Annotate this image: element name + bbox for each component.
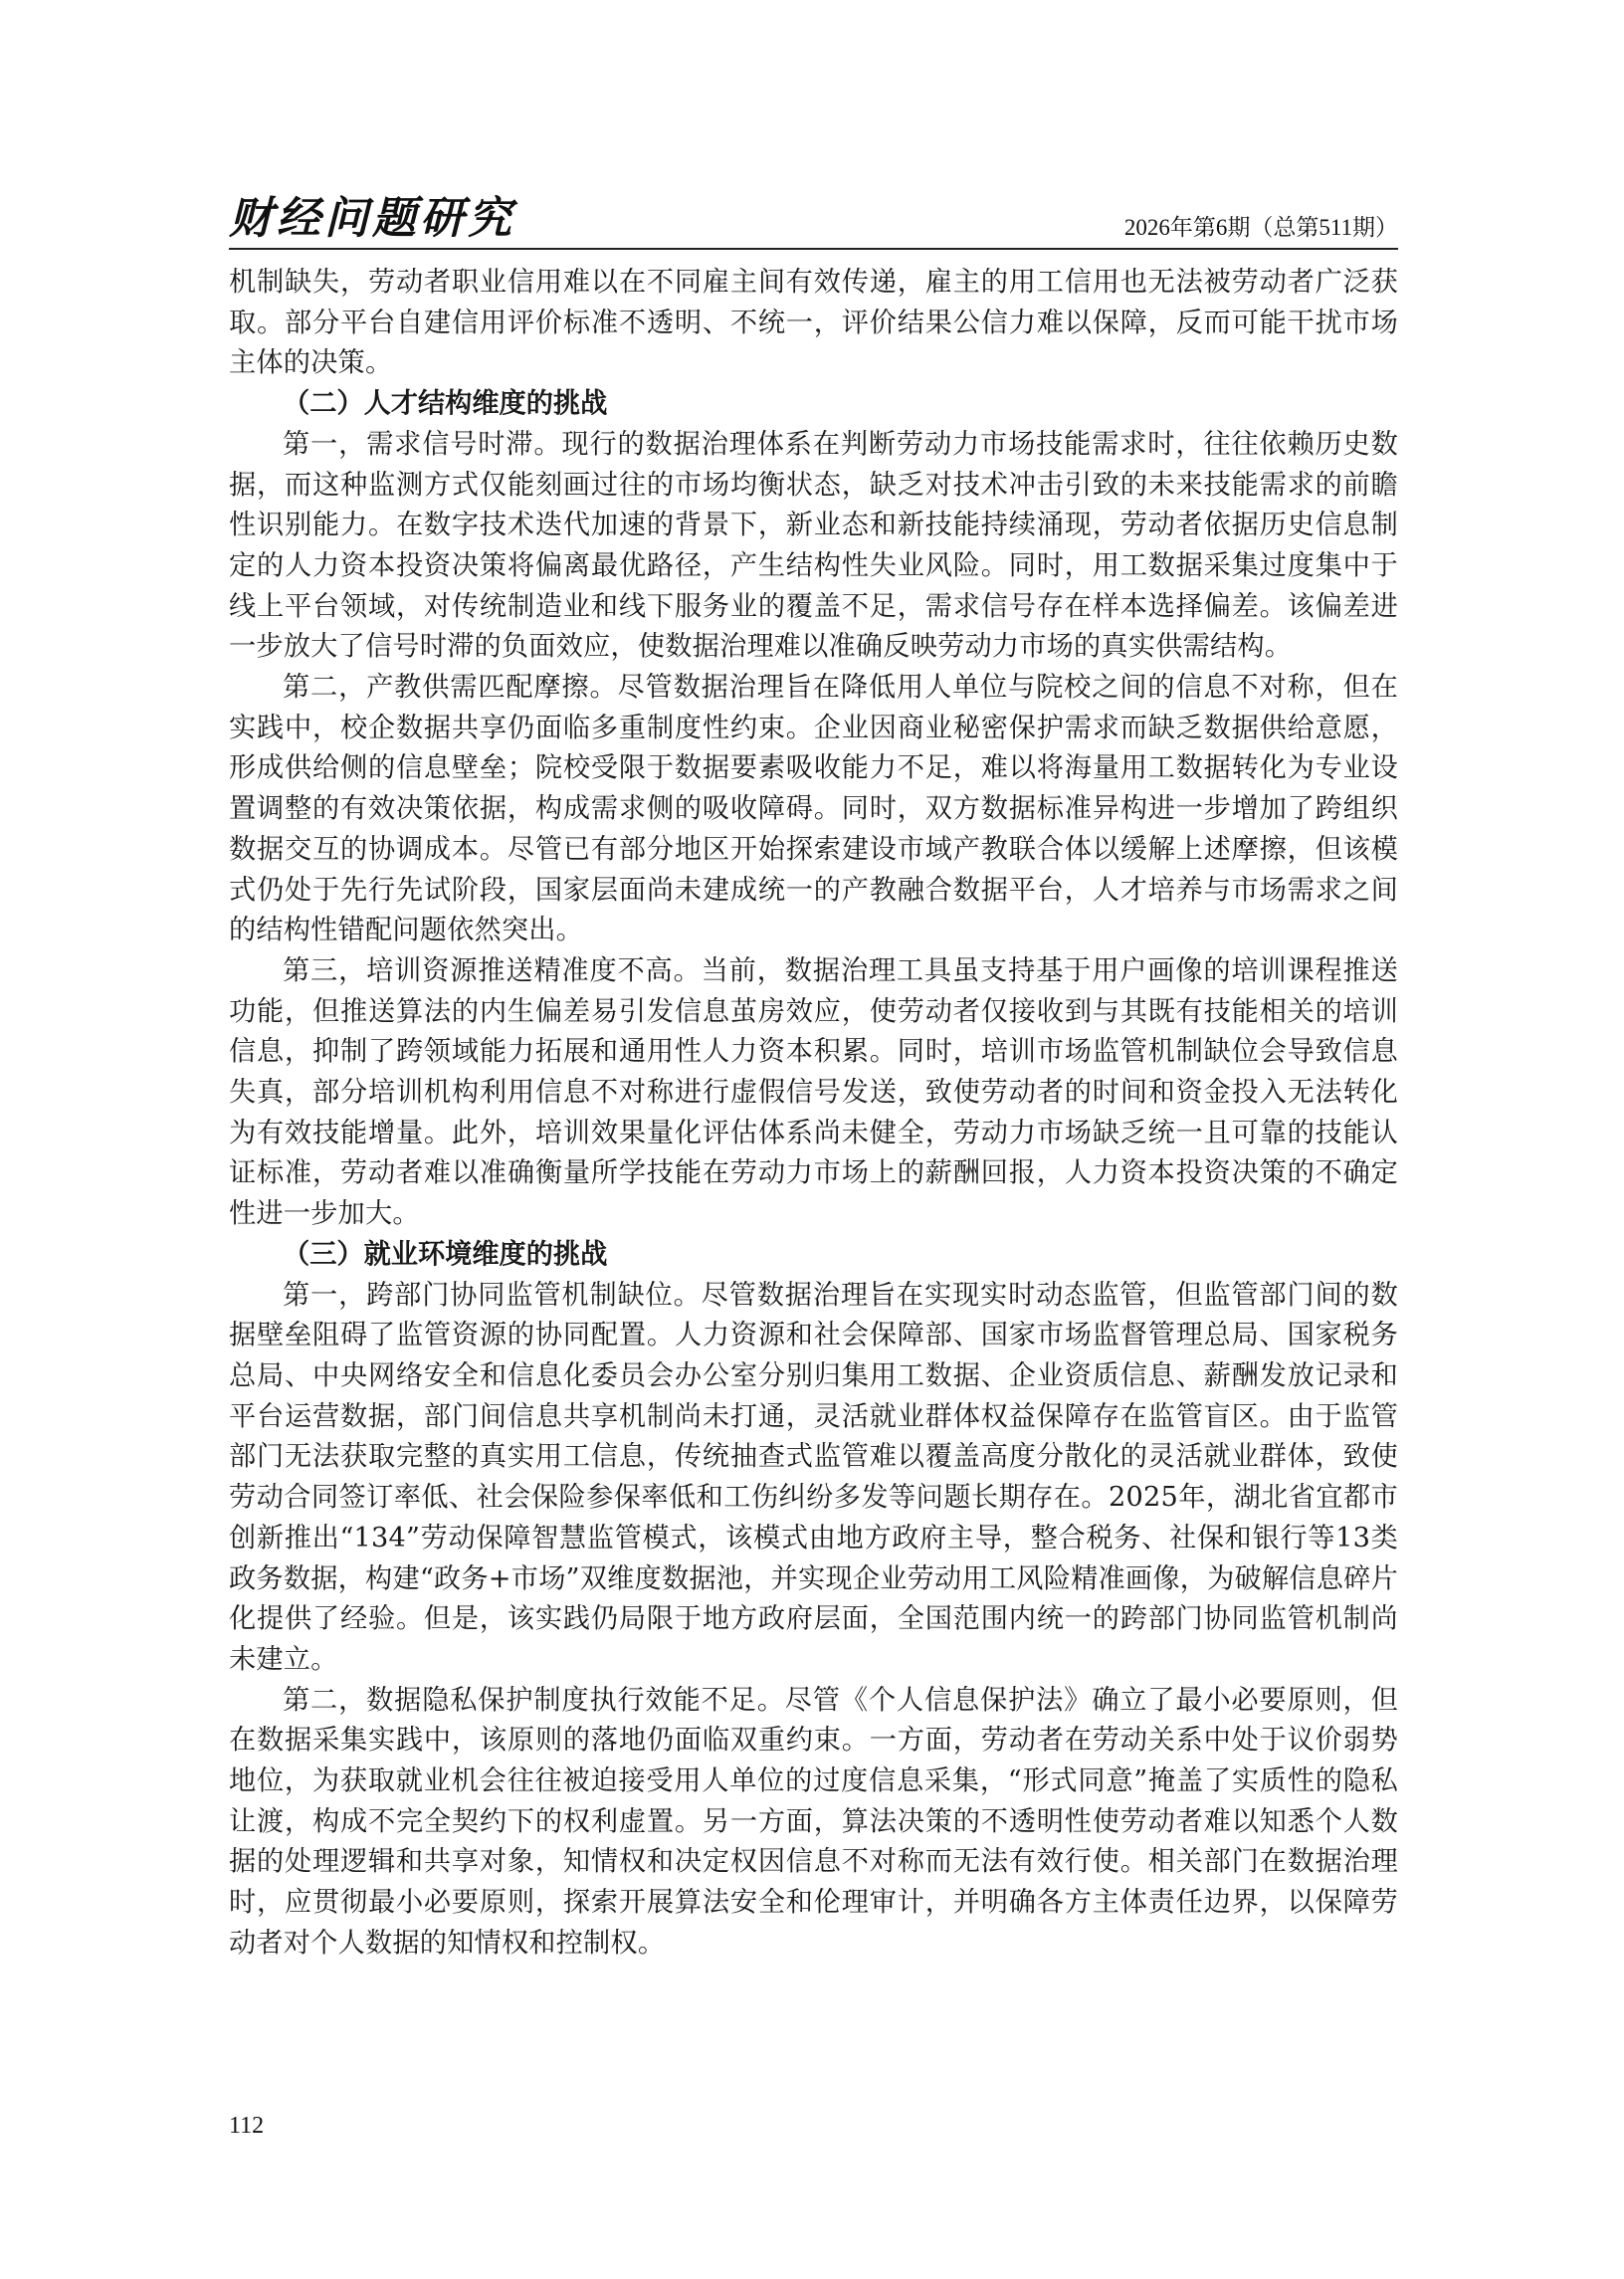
journal-title-logo: 财经问题研究 (229, 193, 515, 244)
body-paragraph: 机制缺失，劳动者职业信用难以在不同雇主间有效传递，雇主的用工信用也无法被劳动者广泛获取。部分平台自建信用评价标准不透明、不统一，评价结果公信力难以保障，反而可能干扰市场主体的决策。 (229, 267, 1398, 379)
body-paragraph: 第三，培训资源推送精准度不高。当前，数据治理工具虽支持基于用户画像的培训课程推送功能，但推送算法的内生偏差易引发信息茧房效应，使劳动者仅接收到与其既有技能相关的培训信息，抑制了跨领域能力拓展和通用性人力资本积累。同时，培训市场监管机制缺位会导致信息失真，部分培训机构利用信息不对称进行虚假信号发送，致使劳动者的时间和资金投入无法转化为有效技能增量。此外，培训效果量化评估体系尚未健全，劳动力市场缺乏统一且可靠的技能认证标准，劳动者难以准确衡量所学技能在劳动力市场上的薪酬回报，人力资本投资决策的不确定性进一步加大。 (229, 954, 1398, 1230)
section-heading: （二）人才结构维度的挑战 (283, 388, 608, 420)
article-body (229, 263, 1398, 1965)
body-paragraph: 第二，产教供需匹配摩擦。尽管数据治理旨在降低用人单位与院校之间的信息不对称，但在实践中，校企数据共享仍面临多重制度性约束。企业因商业秘密保护需求而缺乏数据供给意愿，形成供给侧的信息壁垒；院校受限于数据要素吸收能力不足，难以将海量用工数据转化为专业设置调整的有效决策依据，构成需求侧的吸收障碍。同时，双方数据标准异构进一步增加了跨组织数据交互的协调成本。尽管已有部分地区开始探索建设市域产教联合体以缓解上述摩擦，但该模式仍处于先行先试阶段，国家层面尚未建成统一的产教融合数据平台，人才培养与市场需求之间的结构性错配问题依然突出。 (229, 672, 1398, 946)
body-paragraph: 第一，跨部门协同监管机制缺位。尽管数据治理旨在实现实时动态监管，但监管部门间的数据壁垒阻碍了监管资源的协同配置。人力资源和社会保障部、国家市场监督管理总局、国家税务总局、中央网络安全和信息化委员会办公室分别归集用工数据、企业资质信息、薪酬发放记录和平台运营数据，部门间信息共享机制尚未打通，灵活就业群体权益保障存在监管盲区。由于监管部门无法获取完整的真实用工信息，传统抽查式监管难以覆盖高度分散化的灵活就业群体，致使劳动合同签订率低、社会保险参保率低和工伤纠纷多发等问题长期存在。2025年，湖北省宜都市创新推出“134”劳动保障智慧监管模式，该模式由地方政府主导，整合税务、社保和银行等13类政务数据，构建“政务+市场”双维度数据池，并实现企业劳动用工风险精准画像，为破解信息碎片化提供了经验。但是，该实践仍局限于地方政府层面，全国范围内统一的跨部门协同监管机制尚未建立。 (229, 1279, 1398, 1675)
header-divider (229, 248, 1398, 250)
section-heading: （三）就业环境维度的挑战 (283, 1238, 608, 1270)
page-number: 112 (229, 2113, 265, 2139)
running-header (229, 193, 1398, 245)
body-paragraph: 第一，需求信号时滞。现行的数据治理体系在判断劳动力市场技能需求时，往往依赖历史数据，而这种监测方式仅能刻画过往的市场均衡状态，缺乏对技术冲击引致的未来技能需求的前瞻性识别能力。在数字技术迭代加速的背景下，新业态和新技能持续涌现，劳动者依据历史信息制定的人力资本投资决策将偏离最优路径，产生结构性失业风险。同时，用工数据采集过度集中于线上平台领域，对传统制造业和线下服务业的覆盖不足，需求信号存在样本选择偏差。该偏差进一步放大了信号时滞的负面效应，使数据治理难以准确反映劳动力市场的真实供需结构。 (229, 428, 1398, 663)
issue-info: 2026年第6期（总第511期） (1123, 215, 1398, 240)
body-paragraph: 第二，数据隐私保护制度执行效能不足。尽管《个人信息保护法》确立了最小必要原则，但在数据采集实践中，该原则的落地仍面临双重约束。一方面，劳动者在劳动关系中处于议价弱势地位，为获取就业机会往往被迫接受用人单位的过度信息采集，“形式同意”掩盖了实质性的隐私让渡，构成不完全契约下的权利虚置。另一方面，算法决策的不透明性使劳动者难以知悉个人数据的处理逻辑和共享对象，知情权和决定权因信息不对称而无法有效行使。相关部门在数据治理时，应贯彻最小必要原则，探索开展算法安全和伦理审计，并明确各方主体责任边界，以保障劳动者对个人数据的知情权和控制权。 (229, 1684, 1398, 1959)
